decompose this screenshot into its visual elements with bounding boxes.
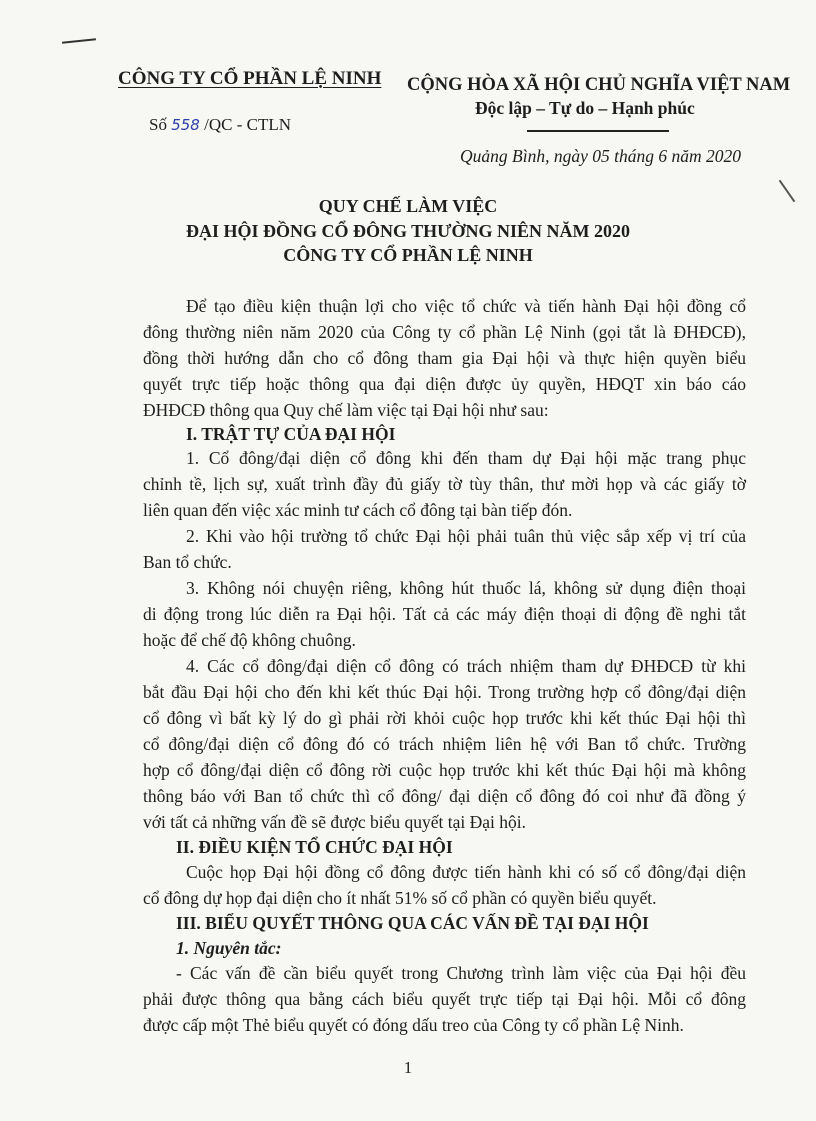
paragraph-line: hoặc để chế độ không chuông. [143,630,356,650]
title-line-3: CÔNG TY CỔ PHẦN LỆ NINH [283,245,533,265]
intro-line: Để tạo điều kiện thuận lợi cho việc tổ chức và tiến hành Đại hội đồng cổ [186,296,746,316]
section-heading: III. BIỂU QUYẾT THÔNG QUA CÁC VẤN ĐỀ TẠI ĐẠI HỘI [176,913,649,933]
paragraph-line: 1. Cổ đông/đại diện cổ đông khi đến tham dự Đại hội mặc trang phục [186,448,746,468]
paragraph-line: cổ đông dự họp đại diện cho ít nhất 51% số cổ phần có quyền biểu quyết. [143,888,657,908]
intro-line: quyết trực tiếp hoặc thông qua đại diện được ủy quyền, HĐQT xin báo cáo [143,374,746,394]
republic-name: CỘNG HÒA XÃ HỘI CHỦ NGHĨA VIỆT NAM [407,75,791,95]
paragraph-line: phải được thông qua bằng cách biểu quyết trực tiếp tại Đại hội. Mỗi cổ đông [143,989,746,1009]
company-name: CÔNG TY CỔ PHẦN LỆ NINH [118,68,382,89]
paragraph-line: - Các vấn đề cần biểu quyết trong Chương trình làm việc của Đại hội đều [176,963,746,983]
place-date: Quảng Bình, ngày 05 tháng 6 năm 2020 [460,146,741,166]
paragraph-line: 2. Khi vào hội trường tổ chức Đại hội phải tuân thủ việc sắp xếp vị trí của [186,526,746,546]
intro-line: đông thường niên năm 2020 của Công ty cổ phần Lệ Ninh (gọi tắt là ĐHĐCĐ), [143,322,746,342]
paragraph-line: di động trong lúc diễn ra Đại hội. Tất cả các máy điện thoại di động đề nghi tắt [143,604,746,624]
paragraph-line: 4. Các cổ đông/đại diện cổ đông có trách nhiệm tham dự ĐHĐCĐ từ khi [186,656,746,676]
section-heading: II. ĐIỀU KIỆN TỔ CHỨC ĐẠI HỘI [176,837,453,857]
intro-line: ĐHĐCĐ thông qua Quy chế làm việc tại Đại hội như sau: [143,400,549,420]
motto-underline [527,130,669,132]
paragraph-line: được cấp một Thẻ biểu quyết có đóng dấu treo của Công ty cổ phần Lệ Ninh. [143,1015,684,1035]
paragraph-line: bắt đầu Đại hội cho đến khi kết thúc Đại hội. Trong trường hợp cổ đông/đại diện [143,682,746,702]
doc-number-handwritten: 558 [171,116,200,134]
intro-line: đồng thời hướng dẫn cho cổ đông tham gia Đại hội và thực hiện quyền biểu [143,348,746,368]
paragraph-line: thông báo với Ban tổ chức thì cổ đông/ đại diện cổ đông đó coi như đã đồng ý [143,786,746,806]
doc-suffix: /QC - CTLN [199,115,291,134]
paragraph-line: cổ đông/đại diện cổ đông đó có trách nhiệm liên hệ với Ban tổ chức. Trường [143,734,746,754]
paragraph-line: cổ đông vì bất kỳ lý do gì phải rời khỏi cuộc họp trước khi kết thúc Đại hội thì [143,708,746,728]
paragraph-line: Cuộc họp Đại hội đồng cổ đông được tiến hành khi có số cổ đông/đại diện [186,862,746,882]
pen-mark [62,38,96,44]
paragraph-line: liên quan đến việc xác minh tư cách cổ đông tại bàn tiếp đón. [143,500,573,520]
title-line-2: ĐẠI HỘI ĐỒNG CỔ ĐÔNG THƯỜNG NIÊN NĂM 2020 [185,221,630,241]
title-line-1: QUY CHẾ LÀM VIỆC [318,196,498,216]
doc-prefix: Số [149,115,172,134]
page-number: 1 [403,1058,413,1077]
national-motto: Độc lập – Tự do – Hạnh phúc [475,98,695,118]
paragraph-line: chỉnh tề, lịch sự, xuất trình đầy đủ giấy tờ tùy thân, thư mời họp và các giấy tờ [143,474,746,494]
subsection-heading: 1. Nguyên tắc: [176,938,282,958]
paragraph-line: Ban tổ chức. [143,552,232,572]
document-number [149,115,291,135]
paragraph-line: 3. Không nói chuyện riêng, không hút thuốc lá, không sử dụng điện thoại [186,578,746,598]
section-heading: I. TRẬT TỰ CỦA ĐẠI HỘI [186,424,396,444]
paragraph-line: hợp cổ đông/đại diện cổ đông rời cuộc họp trước khi kết thúc Đại hội mà không [143,760,746,780]
paragraph-line: với tất cả những vấn đề sẽ được biểu quyết tại Đại hội. [143,812,527,832]
